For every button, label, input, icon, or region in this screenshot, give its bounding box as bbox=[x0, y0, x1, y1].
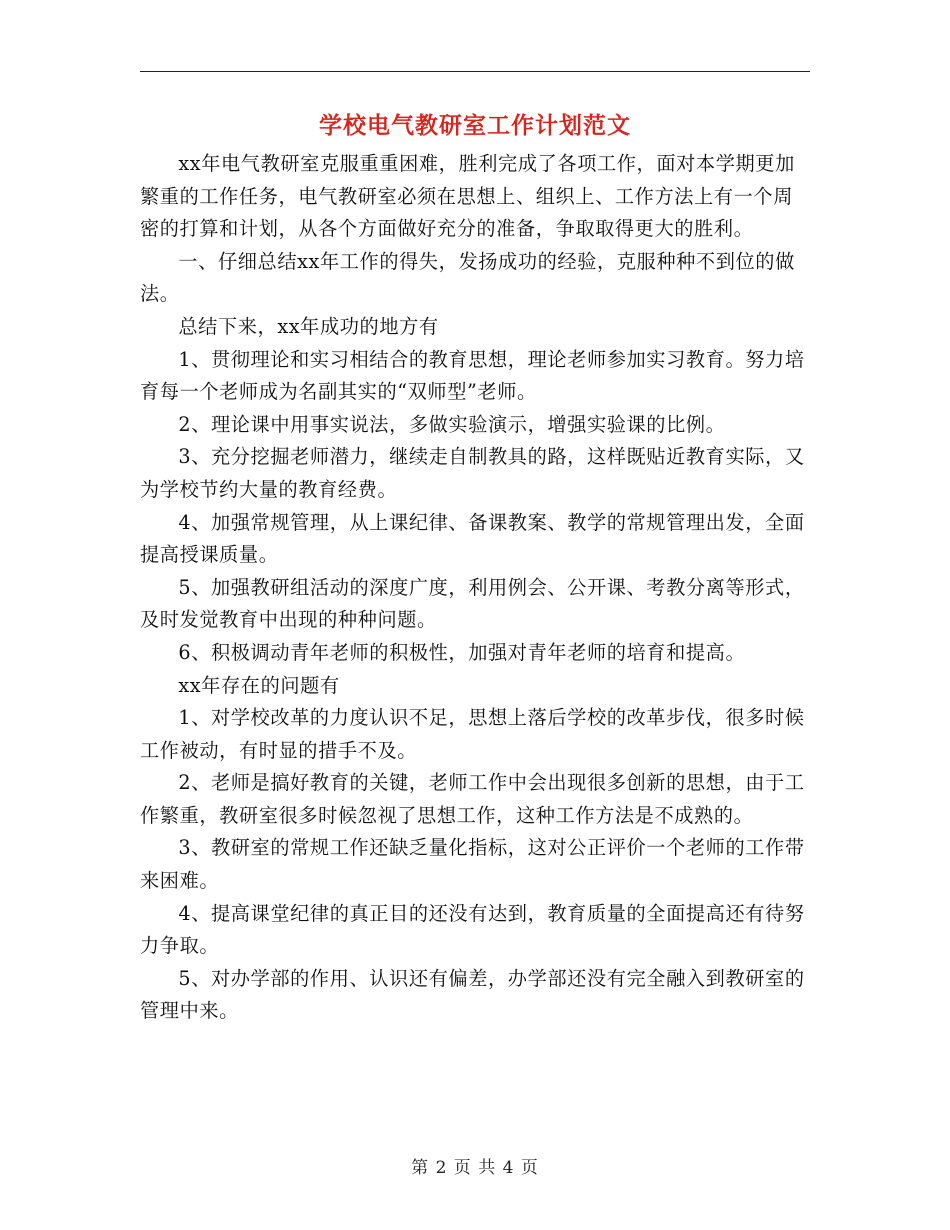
header-rule bbox=[140, 71, 810, 72]
paragraph: 5、对办学部的作用、认识还有偏差，办学部还没有完全融入到教研室的管理中来。 bbox=[140, 966, 805, 1023]
paragraph: 3、充分挖掘老师潜力，继续走自制教具的路，这样既贴近教育实际，又为学校节约大量的教育经费。 bbox=[140, 445, 805, 501]
paragraph: 2、理论课中用事实说法，多做实验演示，增强实验课的比例。 bbox=[178, 412, 726, 436]
paragraph: 1、对学校改革的力度认识不足，思想上落后学校的改革步伐，很多时候工作被动，有时显的措手不及。 bbox=[140, 706, 805, 762]
paragraph: 4、提高课堂纪律的真正目的还没有达到，教育质量的全面提高还有待努力争取。 bbox=[140, 901, 805, 958]
paragraph: 一、仔细总结xx年工作的得失，发扬成功的经验，克服种种不到位的做法。 bbox=[140, 249, 795, 306]
paragraph: 总结下来，xx年成功的地方有 bbox=[178, 314, 439, 338]
paragraph: 5、加强教研组活动的深度广度，利用例会、公开课、考教分离等形式，及时发觉教育中出现的种种问题。 bbox=[140, 575, 805, 632]
paragraph: 1、贯彻理论和实习相结合的教育思想，理论老师参加实习教育。努力培育每一个老师成为名副其实的“双师型”老师。 bbox=[140, 347, 805, 404]
paragraph: xx年电气教研室克服重重困难，胜利完成了各项工作，面对本学期更加繁重的工作任务，电气教研室必须在思想上、组织上、工作方法上有一个周密的打算和计划，从各个方面做好充分的准备，争取取得更大的胜利。 bbox=[140, 152, 795, 241]
page-number-footer: 第 2 页 共 4 页 bbox=[411, 1158, 539, 1178]
document-body bbox=[140, 148, 812, 1028]
document-title: 学校电气教研室工作计划范文 bbox=[319, 112, 631, 139]
paragraph: 4、加强常规管理，从上课纪律、备课教案、教学的常规管理出发，全面提高授课质量。 bbox=[140, 510, 805, 567]
paragraph: 3、教研室的常规工作还缺乏量化指标，这对公正评价一个老师的工作带来困难。 bbox=[140, 836, 805, 893]
paragraph: 2、老师是搞好教育的关键，老师工作中会出现很多创新的思想，由于工作繁重，教研室很多时候忽视了思想工作，这种工作方法是不成熟的。 bbox=[140, 771, 805, 827]
paragraph: xx年存在的问题有 bbox=[178, 673, 340, 697]
paragraph: 6、积极调动青年老师的积极性，加强对青年老师的培育和提高。 bbox=[178, 640, 746, 664]
